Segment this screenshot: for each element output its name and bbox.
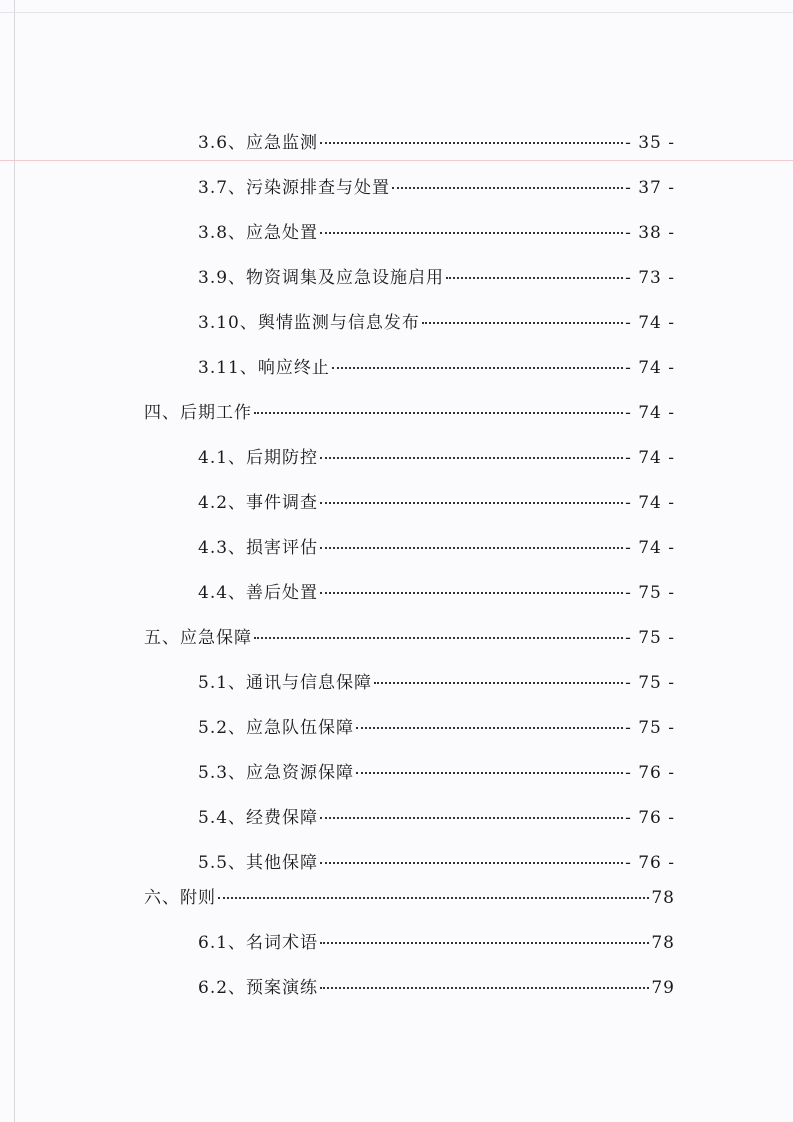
toc-entry-page: - 75 - <box>625 583 675 603</box>
toc-dot-leader <box>218 897 649 899</box>
toc-dot-leader <box>254 412 623 414</box>
toc-entry[interactable] <box>198 492 675 514</box>
toc-dot-leader <box>320 502 623 504</box>
toc-entry[interactable] <box>198 852 675 874</box>
toc-entry-page: - 38 - <box>625 223 675 243</box>
toc-entry-title: 4.2、事件调查 <box>198 493 319 513</box>
toc-entry-title: 五、应急保障 <box>144 628 252 648</box>
toc-entry[interactable] <box>198 762 675 784</box>
toc-chapter-entry[interactable] <box>144 887 675 909</box>
toc-dot-leader <box>320 142 623 144</box>
toc-entry-title: 3.10、舆情监测与信息发布 <box>198 313 420 333</box>
toc-entry-page: - 74 - <box>625 403 675 423</box>
toc-entry-title: 5.5、其他保障 <box>198 853 319 873</box>
toc-entry[interactable] <box>198 312 675 334</box>
toc-dot-leader <box>446 277 623 279</box>
toc-dot-leader <box>374 682 623 684</box>
toc-entry-page: - 74 - <box>625 448 675 468</box>
toc-dot-leader <box>320 862 623 864</box>
toc-dot-leader <box>320 987 649 989</box>
toc-entry[interactable] <box>198 807 675 829</box>
toc-entry-title: 3.9、物资调集及应急设施启用 <box>198 268 445 288</box>
toc-entry[interactable] <box>198 537 675 559</box>
toc-entry-page: - 76 - <box>625 853 675 873</box>
toc-entry[interactable] <box>198 177 675 199</box>
toc-entry-title: 3.6、应急监测 <box>198 133 319 153</box>
toc-dot-leader <box>332 367 623 369</box>
toc-entry-page: 78 <box>651 888 675 908</box>
toc-dot-leader <box>320 232 623 234</box>
toc-entry-title: 6.1、名词术语 <box>198 933 319 953</box>
toc-entry-page: - 74 - <box>625 493 675 513</box>
toc-entry-title: 4.3、损害评估 <box>198 538 319 558</box>
toc-entry-title: 5.4、经费保障 <box>198 808 319 828</box>
toc-chapter-entry[interactable] <box>144 402 675 424</box>
toc-entry-page: - 75 - <box>625 628 675 648</box>
toc-dot-leader <box>320 942 649 944</box>
toc-entry-page: - 76 - <box>625 763 675 783</box>
toc-chapter-entry[interactable] <box>144 627 675 649</box>
toc-entry-page: - 74 - <box>625 358 675 378</box>
toc-entry-page: - 75 - <box>625 673 675 693</box>
toc-dot-leader <box>320 547 623 549</box>
toc-entry[interactable] <box>198 672 675 694</box>
toc-entry-page: 78 <box>651 933 675 953</box>
toc-entry-title: 3.8、应急处置 <box>198 223 319 243</box>
toc-entry[interactable] <box>198 932 675 954</box>
toc-entry-title: 5.1、通讯与信息保障 <box>198 673 373 693</box>
toc-entry-title: 3.7、污染源排查与处置 <box>198 178 391 198</box>
toc-entry-title: 5.3、应急资源保障 <box>198 763 355 783</box>
toc-dot-leader <box>422 322 623 324</box>
toc-entry-title: 4.1、后期防控 <box>198 448 319 468</box>
toc-entry-page: - 75 - <box>625 718 675 738</box>
toc-entry-title: 四、后期工作 <box>144 403 252 423</box>
toc-entry[interactable] <box>198 132 675 154</box>
toc-entry[interactable] <box>198 447 675 469</box>
toc-entry-title: 5.2、应急队伍保障 <box>198 718 355 738</box>
toc-dot-leader <box>392 187 623 189</box>
toc-dot-leader <box>320 817 623 819</box>
toc-entry[interactable] <box>198 977 675 999</box>
toc-entry-page: - 74 - <box>625 538 675 558</box>
toc-dot-leader <box>356 727 623 729</box>
toc-dot-leader <box>254 637 623 639</box>
toc-entry-title: 4.4、善后处置 <box>198 583 319 603</box>
toc-entry[interactable] <box>198 717 675 739</box>
toc-dot-leader <box>320 457 623 459</box>
toc-entry-page: - 74 - <box>625 313 675 333</box>
toc-entry-page: - 73 - <box>625 268 675 288</box>
toc-entry-page: - 76 - <box>625 808 675 828</box>
toc-dot-leader <box>320 592 623 594</box>
toc-entry-page: - 35 - <box>625 133 675 153</box>
toc-entry[interactable] <box>198 582 675 604</box>
toc-entry[interactable] <box>198 357 675 379</box>
toc-entry[interactable] <box>198 267 675 289</box>
toc-entry-page: 79 <box>651 978 675 998</box>
toc-entry-page: - 37 - <box>625 178 675 198</box>
toc-entry-title: 六、附则 <box>144 888 216 908</box>
toc-entry[interactable] <box>198 222 675 244</box>
toc-dot-leader <box>356 772 623 774</box>
toc-entry-title: 6.2、预案演练 <box>198 978 319 998</box>
toc-entry-title: 3.11、响应终止 <box>198 358 330 378</box>
